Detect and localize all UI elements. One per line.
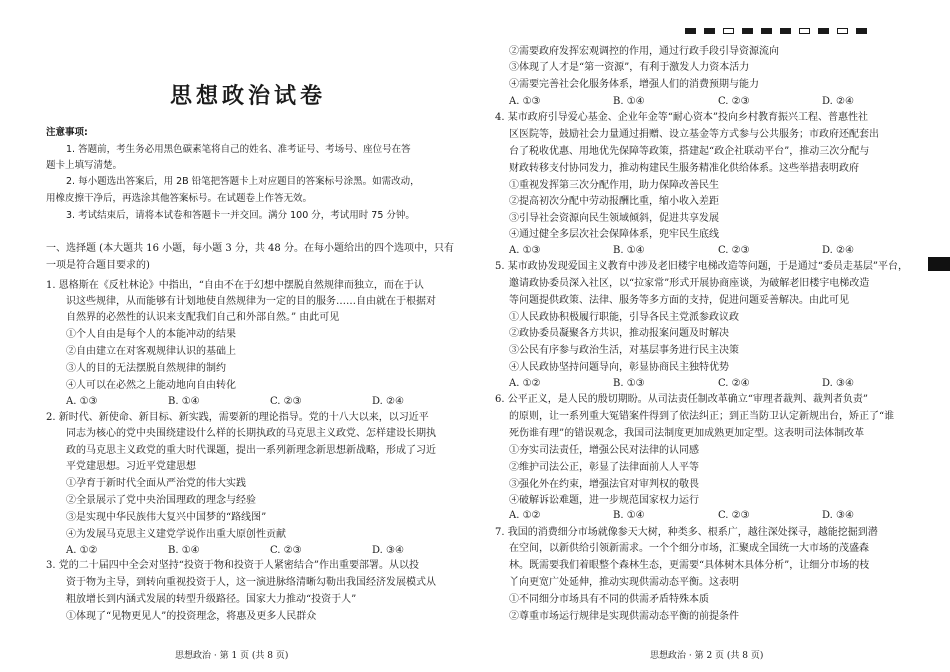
answer-option: B. ①④ [168,545,200,556]
question-line: 6. 公平正义，是人民的殷切期盼。从司法责任制改革确立“审理者裁判、裁判者负责” [495,394,868,405]
registration-mark [837,28,848,34]
answer-option: D. ③④ [822,510,854,521]
question-line: 1. 恩格斯在《反杜林论》中指出，“自由不在于幻想中摆脱自然规律而独立，而在于认 [46,280,424,291]
registration-mark [780,28,791,34]
answer-option: B. ①③ [613,378,645,389]
question-line: 资于物为主导，到转向重视投资于人，这一演进脉络清晰勾勒出我国经济发展模式从 [66,577,436,588]
answer-option: B. ①④ [613,96,645,107]
page-footer-right: 思想政治 · 第 2 页 (共 8 页) [650,651,764,661]
answer-option: D. ②④ [822,96,854,107]
registration-mark [818,28,829,34]
question-line: 7. 我国的消费细分市场就像参天大树，种类多、根系广，越往深处探寻，越能挖掘到潜 [495,527,878,538]
question-line: ④为发展马克思主义建党学说作出重大原创性贡献 [66,529,286,540]
question-line: 2. 新时代、新使命、新目标、新实践，需要新的理论指导。党的十八大以来，以习近平 [46,412,429,423]
answer-option: C. ②③ [718,245,750,256]
question-line: 识这些规律，从而能够有计划地使自然规律为一定的目的服务……自由就在于根据对 [66,296,436,307]
question-line: 财政转移支付协同发力，推动构建民生服务精准化供给体系。这些举措表明政府 [509,163,859,174]
answer-option: D. ③④ [822,378,854,389]
answer-option: B. ①④ [613,510,645,521]
question-line: 死伤谁有理”的错误观念，我国司法制度更加成熟更加定型。这表明司法体制改革 [509,428,865,439]
question-line: 邀请政协委员深入社区，以“拉家常”形式开展协商座谈，为破解老旧楼宇电梯改造 [509,278,870,289]
question-line: ②提高初次分配中劳动报酬比重，缩小收入差距 [509,196,719,207]
question-line: 5. 某市政协发现爱国主义教育中涉及老旧楼宇电梯改造等问题，于是通过“委员走基层”平台， [495,261,908,272]
edge-black-block [928,257,950,271]
answer-option: B. ①④ [613,245,645,256]
answer-option: A. ①③ [509,245,541,256]
question-line: ①个人自由是每个人的本能冲动的结果 [66,329,236,340]
registration-mark [799,28,810,34]
question-line: ④人民政协坚持问题导向，彰显协商民主独特优势 [509,362,729,373]
question-line: 3. 党的二十届四中全会对坚持“投资于物和投资于人紧密结合”作出重要部署。从以投 [46,560,419,571]
notice-item: 用橡皮擦干净后，再选涂其他答案标号。在试题卷上作答无效。 [46,193,313,204]
registration-mark [761,28,772,34]
question-line: ④需要完善社会化服务体系，增强人们的消费预期与能力 [509,79,759,90]
question-line: ④破解诉讼难题，进一步规范国家权力运行 [509,495,699,506]
exam-title: 思想政治试卷 [170,83,327,109]
question-line: 自然界的必然性的认识来支配我们自己和外部自然。” 由此可见 [66,312,340,323]
question-line: 台了税收优惠、用地优先保障等政策，搭建起“政企社联动平台”，推动三次分配与 [509,146,870,157]
answer-option: C. ②④ [718,378,750,389]
answer-option: A. ①② [66,545,98,556]
page-footer-left: 思想政治 · 第 1 页 (共 8 页) [175,651,289,661]
registration-mark [704,28,715,34]
answer-option: C. ②③ [718,96,750,107]
answer-option: A. ①② [509,378,541,389]
answer-option: D. ③④ [372,545,404,556]
notice-item: 3. 考试结束后，请将本试卷和答题卡一并交回。满分 100 分，考试用时 75 分钟。 [66,210,415,221]
section-line: 一、选择题 (本大题共 16 小题，每小题 3 分，共 48 分。在每小题给出的四个选项中，只有 [46,243,454,254]
question-line: ④人可以在必然之上能动地向自由转化 [66,380,236,391]
answer-option: A. ①③ [66,396,98,407]
question-line: ①夯实司法责任，增强公民对法律的认同感 [509,445,699,456]
question-line: 4. 某市政府引导爱心基金、企业年金等“耐心资本”投向乡村教育振兴工程、普惠性社 [495,112,868,123]
answer-option: B. ①④ [168,396,200,407]
question-line: 在空间，以新供给引领新需求。一个个细分市场，汇聚成全国统一大市场的茂盛森 [509,543,869,554]
question-line: ③人的目的无法摆脱自然规律的制约 [66,363,226,374]
question-line: 林。既需要我们着眼整个森林生态，更需要“具体树木具体分析”，让细分市场的枝 [509,560,870,571]
question-line: ③是实现中华民族伟大复兴中国梦的“路线图” [66,512,267,523]
answer-option: C. ②③ [270,396,302,407]
header-registration-marks [685,28,867,34]
question-line: ①孕育于新时代全面从严治党的伟大实践 [66,478,246,489]
notice-item: 1. 答题前，考生务必用黑色碳素笔将自己的姓名、准考证号、考场号、座位号在答 [66,144,411,155]
question-line: 政的马克思主义政党的重大时代课题，提出一系列新理念新思想新战略，形成了习近 [66,445,436,456]
question-line: ③强化外在约束，增强法官对审判权的敬畏 [509,479,699,490]
question-line: ①重视发挥第三次分配作用，助力保障改善民生 [509,180,719,191]
question-line: 平党建思想。习近平党建思想 [66,461,196,472]
question-line: ③引导社会资源向民生领域倾斜，促进共享发展 [509,213,719,224]
answer-option: D. ②④ [822,245,854,256]
question-line: 等问题提供政策、法律、服务等多方面的支持，促进问题妥善解决。由此可见 [509,295,849,306]
question-line: 同志为核心的党中央围绕建设什么样的长期执政的马克思主义政党、怎样建设长期执 [66,428,436,439]
answer-option: C. ②③ [718,510,750,521]
question-line: ②全景展示了党中央治国理政的理念与经验 [66,495,256,506]
notice-item: 题卡上填写清楚。 [46,160,123,171]
question-line: 丫向更宽广处延伸，推动实现供需动态平衡。这表明 [509,577,739,588]
question-line: ①人民政协积极履行职能，引导各民主党派参政议政 [509,312,739,323]
question-line: ③体现了人才是“第一资源”，有利于激发人力资本活力 [509,62,750,73]
answer-option: A. ①③ [509,96,541,107]
question-line: ②尊重市场运行规律是实现供需动态平衡的前提条件 [509,611,739,622]
question-line: ②需要政府发挥宏观调控的作用，通过行政手段引导资源流向 [509,46,779,57]
question-line: ②政协委员凝聚各方共识，推动报案问题及时解决 [509,328,729,339]
registration-mark [742,28,753,34]
registration-mark [723,28,734,34]
registration-mark [856,28,867,34]
question-line: ②维护司法公正，彰显了法律面前人人平等 [509,462,699,473]
question-line: ①体现了“见物更见人”的投资理念，将惠及更多人民群众 [66,611,317,622]
notice-heading: 注意事项: [46,127,88,138]
question-line: 的原则，让一系列重大冤错案件得到了依法纠正；到正当防卫认定新规出台，矫正了“谁 [509,411,895,422]
notice-item: 2. 每小题选出答案后，用 2B 铅笔把答题卡上对应题目的答案标号涂黑。如需改动， [66,176,420,187]
question-line: 粗放增长到内涵式发展的转型升级路径。国家大力推动“投资于人” [66,594,357,605]
answer-option: C. ②③ [270,545,302,556]
question-line: ①不同细分市场具有不同的供需矛盾特殊本质 [509,594,709,605]
section-line: 一项是符合题目要求的) [46,260,150,271]
question-line: ③公民有序参与政治生活，对基层事务进行民主决策 [509,345,739,356]
question-line: 区医院等，鼓励社会力量通过捐赠、设立基金等方式参与公共服务；市政府还配套出 [509,129,879,140]
answer-option: D. ②④ [372,396,404,407]
question-line: ④通过健全多层次社会保障体系，兜牢民生底线 [509,229,719,240]
question-line: ②自由建立在对客观规律认识的基础上 [66,346,236,357]
answer-option: A. ①② [509,510,541,521]
registration-mark [685,28,696,34]
